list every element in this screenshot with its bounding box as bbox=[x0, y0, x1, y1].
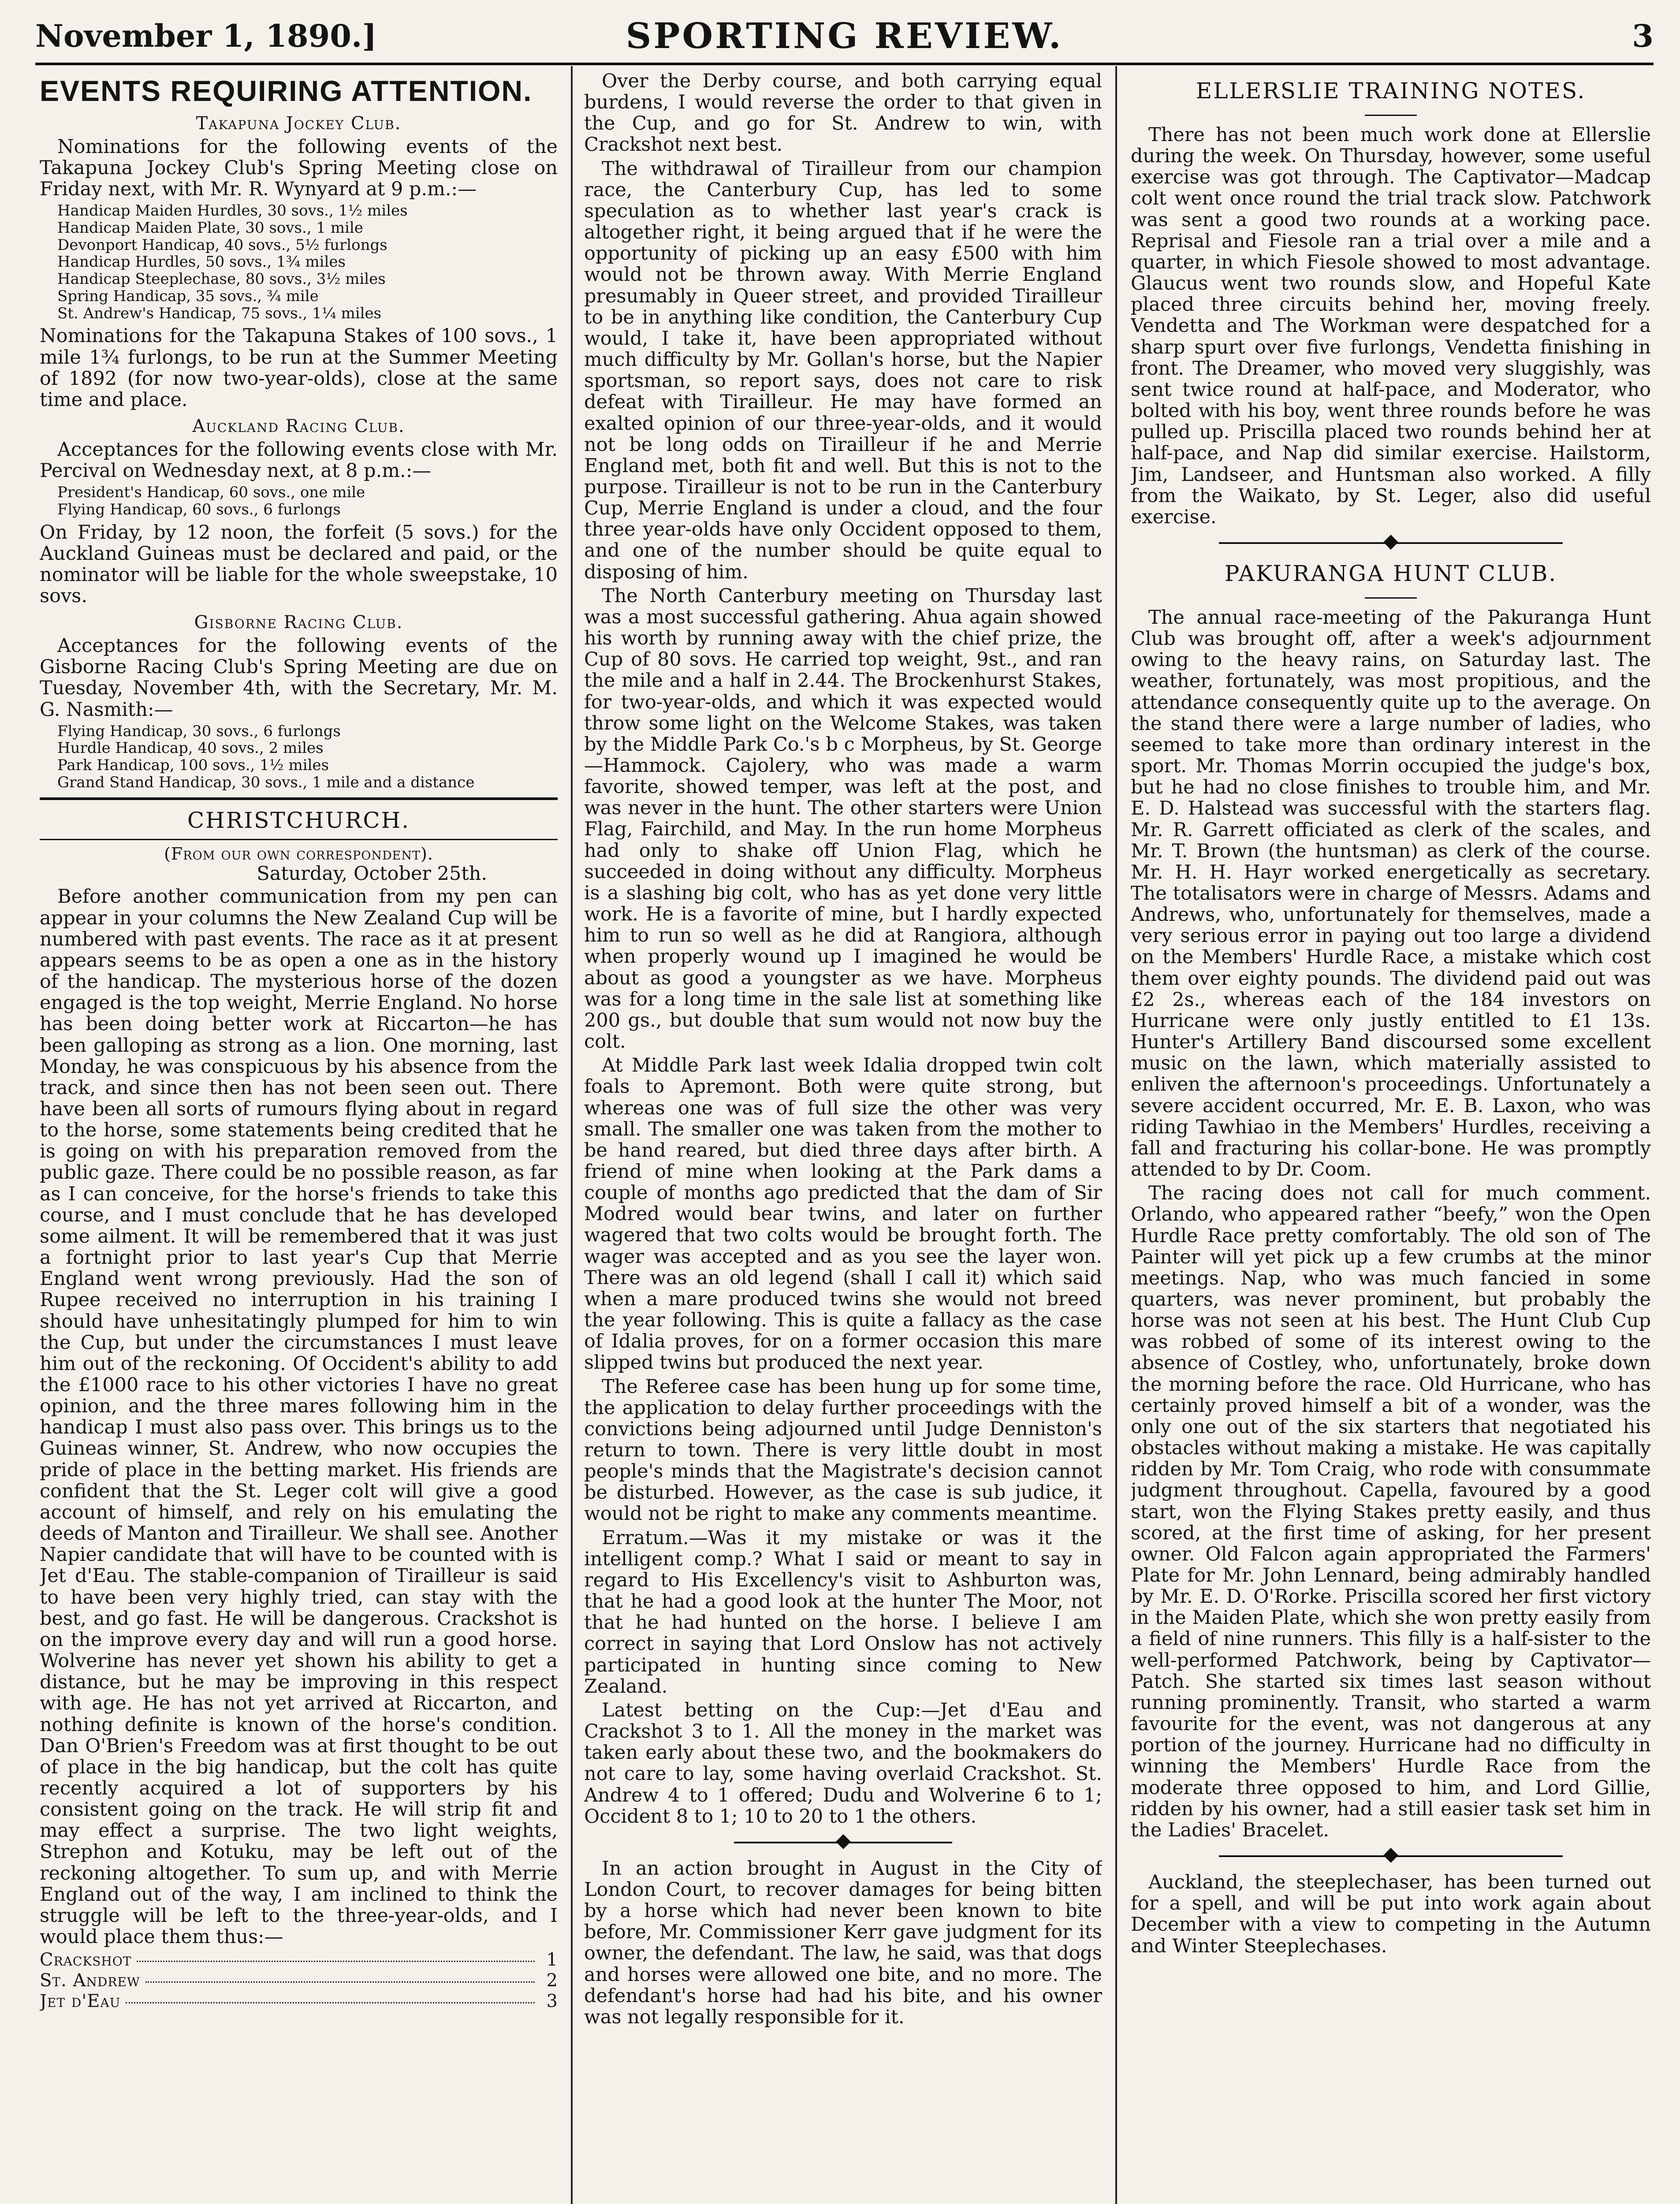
column-rule bbox=[1115, 66, 1117, 2204]
article-paragraph: Latest betting on the Cup:—Jet d'Eau and Crackshot 3 to 1. All the money in the market was taken early about these two, and the bookmakers do not care to lay, some having overlaid Crackshot. St. Andrew 4 to 1 offered; Dudu and Wolverine 6 to 1; Occident 8 to 1; 10 to 20 to 1 the others. bbox=[584, 1699, 1102, 1828]
list-item: Handicap Steeplechase, 80 sovs., 3½ miles bbox=[57, 270, 386, 288]
ornamental-rule bbox=[584, 1832, 1102, 1853]
list-item: Spring Handicap, 35 sovs., ¾ mile bbox=[57, 287, 319, 305]
selection-row bbox=[40, 1971, 558, 1991]
selection-row bbox=[40, 1992, 558, 2011]
article-paragraph: Before another communication from my pen can appear in your columns the New Zealand Cup will be numbered with past events. The race as it at present appears seems to be as open a one as in the history of the handicap. The mysterious horse of the dozen engaged is the top weight, Merrie England. No horse has been doing better work at Riccarton—he has been galloping as strong as a lion. One morning, last Monday, he was conspicuous by his absence from the track, and since then has not been seen out. There have been all sorts of rumours flying about in regard to the horse, some statements being credited that he is going on with his preparation removed from the public gaze. There could be no possible reason, as far as I can conceive, for the horse's friends to take this course, and I must conclude that he has developed some ailment. It will be remembered that it was just a fortnight prior to last year's Cup that Merrie England went wrong previously. Had the son of Rupee received no interruption in his training I should have unhesitatingly plumped for him to win the Cup, but under the circumstances I must leave him out of the reckoning. Of Occident's ability to add the £1000 race to his other victories I have no great opinion, and the three mares following him in the handicap I must also pass over. This brings us to the Guineas winner, St. Andrew, who now occupies the pride of place in the betting market. His friends are confident that the St. Leger colt will give a good account of himself, and rely on his emulating the deeds of Manton and Tirailleur. We shall see. Another Napier candidate that will have to be counted with is Jet d'Eau. The stable-companion of Tirailleur is said to have been very highly tried, can stay with the best, and go fast. He will be dangerous. Crackshot is on the improve every day and will run a good horse. Wolverine has never yet shown his ability to get a distance, but he may be improving in this respect with age. He has not yet arrived at Riccarton, and nothing definite is known of the horse's condition. Dan O'Brien's Freedom was at first thought to be out of place in the big handicap, but the colt has quite recently acquired a lot of supporters by his consistent going on the track. He will strip fit and may effect a surprise. The two light weights, Strephon and Kotuku, may be left out of the reckoning altogether. To sum up, and with Merrie England out of the way, I am inclined to think the struggle will be left to the three-year-olds, and I would place them thus:— bbox=[40, 886, 558, 1948]
list-item: Flying Handicap, 30 sovs., 6 furlongs bbox=[57, 722, 341, 740]
cup-selections bbox=[40, 1950, 558, 2011]
auckland-note: On Friday, by 12 noon, the forfeit (5 sovs.) for the Auckland Guineas must be declared and paid, or the nominator will be liable for the whole sweepstake, 10 sovs. bbox=[40, 521, 558, 607]
takapuna-heading: Takapuna Jockey Club. bbox=[196, 113, 402, 134]
placing: 1 bbox=[546, 1950, 558, 1970]
ornamental-rule bbox=[1131, 1846, 1651, 1866]
horse-name: Crackshot bbox=[40, 1950, 132, 1970]
rule-line bbox=[1365, 597, 1417, 599]
gisborne-heading: Gisborne Racing Club. bbox=[194, 612, 403, 633]
ellerslie-paragraph: There has not been much work done at Ellerslie during the week. On Thursday, however, some useful exercise was got through. The Captivator—Madcap colt went once round the trial track slow. Patchwork was sent a good two rounds at a working pace. Reprisal and Fiesole ran a trial over a mile and a quarter, in which Fiesole showed to most advantage. Glaucus went two rounds slow, and Hopeful Kate placed three circuits behind her, moving freely. Vendetta and The Workman were despatched for a sharp spurt over five furlongs, Vendetta finishing in front. The Dreamer, who moved very sluggishly, was sent twice round at half-pace, and Moderator, who bolted with his boy, went three rounds before he was pulled up. Priscilla placed two rounds behind her at half-pace, and Nap did similar exercise. Hailstorm, Jim, Landseer, and Huntsman also worked. A filly from the Waikato, by St. Leger, also did useful exercise. bbox=[1131, 124, 1651, 528]
list-item: Handicap Maiden Plate, 30 sovs., 1 mile bbox=[57, 219, 363, 237]
article-paragraph: The withdrawal of Tirailleur from our champion race, the Canterbury Cup, has led to some speculation as to whether last year's crack is altogether right, it being argued that if he were the opportunity of picking up an easy £500 with him would not be thrown away. With Merrie England presumably in Queer street, and provided Tirailleur to be in anything like condition, the Canterbury Cup would, I take it, have been appropriated without much difficulty by Mr. Gollan's horse, but the Napier sportsman, so report says, does not care to risk defeat with Tirailleur. He may have formed an exalted opinion of our three-year-olds, and it would not be long odds on Tirailleur if he and Merrie England met, both fit and well. But this is not to the purpose. Tirailleur is not to be run in the Canterbury Cup, Merrie England is under a cloud, and the four three year-olds have only Occident opposed to them, and one of the number should be quite equal to disposing of him. bbox=[584, 157, 1102, 583]
list-item: Devonport Handicap, 40 sovs., 5½ furlongs bbox=[57, 236, 387, 254]
placing: 3 bbox=[546, 1991, 558, 2011]
column-2 bbox=[584, 71, 1102, 2204]
list-item: Handicap Maiden Hurdles, 30 sovs., 1½ miles bbox=[57, 202, 408, 220]
heading-rule bbox=[1131, 592, 1651, 603]
article-paragraph: Erratum.—Was it my mistake or was it the intelligent comp.? What I said or meant to say in regard to His Excellency's visit to Ashburton was, that he had a good look at the hunter The Moor, not that he had hunted on the horse. I believe I am correct in saying that Lord Onslow has not actively participated in hunting since coming to New Zealand. bbox=[584, 1526, 1102, 1698]
rule-line bbox=[1365, 115, 1417, 116]
article-paragraph: The North Canterbury meeting on Thursday last was a most successful gathering. Ahua again showed his worth by running away with the chief prize, the Cup of 80 sovs. He carried top weight, 9st., and ran the mile and a half in 2.44. The Brockenhurst Stakes, for two-year-olds, and which it was expected would throw some light on the Welcome Stakes, was taken by the Middle Park Co.'s b c Morpheus, by St. George—Hammock. Cajolery, who was made a warm favorite, showed temper, was left at the post, and was never in the hunt. The other starters were Union Flag, Fairchild, and May. In the run home Morpheus had only to shake off Union Flag, which he succeeded in doing without any difficulty. Morpheus is a slashing big colt, who has as yet done very little work. He is a favorite of mine, but I hardly expected him to run so well as he did at Rangiora, although when properly wound up I imagined he would be about as good a youngster as we have. Morpheus was for a long time in the sale list at something like 200 gs., but double that sum would not now buy the colt. bbox=[584, 585, 1102, 1053]
list-item: Handicap Hurdles, 50 sovs., 1¾ miles bbox=[57, 253, 346, 271]
leader-dots bbox=[145, 1981, 535, 1983]
diamond-ornament-icon bbox=[1383, 535, 1398, 550]
placing: 2 bbox=[546, 1970, 558, 1991]
list-item: Hurdle Handicap, 40 sovs., 2 miles bbox=[57, 739, 324, 757]
dateline: Saturday, October 25th. bbox=[257, 863, 487, 885]
list-item: Park Handicap, 100 sovs., 1½ miles bbox=[57, 756, 329, 774]
article-paragraph: The Referee case has been hung up for some time, the application to delay further proceedings with the convictions being adjourned until Judge Denniston's return to town. There is very little doubt in most people's minds that the Magistrate's decision cannot be disturbed. However, as the case is sub judice, it would not be right to make any comments meantime. bbox=[584, 1375, 1102, 1525]
column-1 bbox=[40, 71, 558, 2204]
column-rule bbox=[571, 66, 573, 2204]
section-divider bbox=[40, 797, 558, 800]
leader-dots bbox=[137, 1961, 535, 1962]
section-divider bbox=[40, 839, 558, 840]
article-paragraph: Over the Derby course, and both carrying equal burdens, I would reverse the order to that given in the Cup, and go for St. Andrew to win, with Crackshot next best. bbox=[584, 71, 1102, 156]
column-3 bbox=[1131, 71, 1651, 2204]
issue-date: November 1, 1890.] bbox=[35, 17, 377, 54]
masthead-title: SPORTING REVIEW. bbox=[626, 15, 1063, 57]
auckland-heading: Auckland Racing Club. bbox=[192, 416, 405, 437]
list-item: St. Andrew's Handicap, 75 sovs., 1¼ miles bbox=[57, 304, 382, 322]
article-paragraph: Auckland, the steeplechaser, has been turned out for a spell, and will be put into work again about December with a view to competing in the Autumn and Winter Steeplechases. bbox=[1131, 1871, 1651, 1957]
list-item: Grand Stand Handicap, 30 sovs., 1 mile and a distance bbox=[57, 773, 475, 791]
byline: (From our own correspondent). bbox=[164, 844, 433, 864]
heading-rule bbox=[1131, 109, 1651, 121]
article-paragraph: At Middle Park last week Idalia dropped twin colt foals to Apremont. Both were quite strong, but whereas one was of full size the other was very small. The smaller one was taken from the mother to be hand reared, but died three days after birth. A friend of mine when looking at the Park dams a couple of months ago predicted that the dam of Sir Modred would bear twins, and later on further wagered that two colts would be brought forth. The wager was accepted and as you see the layer won. There was an old legend (shall I call it) which said when a mare produced twins she would not breed the year following. This is quite a fallacy as the case of Idalia proves, for on a former occasion this mare slipped twins but produced the next year. bbox=[584, 1054, 1102, 1374]
gisborne-entries bbox=[57, 723, 558, 791]
ellerslie-heading: ELLERSLIE TRAINING NOTES. bbox=[1196, 78, 1586, 104]
events-heading: EVENTS REQUIRING ATTENTION. bbox=[40, 74, 533, 107]
pakuranga-heading: PAKURANGA HUNT CLUB. bbox=[1224, 560, 1557, 586]
ornamental-rule bbox=[1131, 533, 1651, 553]
auckland-entries bbox=[57, 484, 558, 518]
page-number: 3 bbox=[1632, 17, 1654, 54]
article-paragraph: In an action brought in August in the City of London Court, to recover damages for being bitten by a horse which had never been known to bite before, Mr. Commissioner Kerr gave judgment for its owner, the defendant. The law, he said, was that dogs and horses were allowed one bite, and no more. The defendant's horse had had his bite, and his owner was not legally responsible for it. bbox=[584, 1857, 1102, 2028]
article-paragraph: The racing does not call for much comment. Orlando, who appeared rather “beefy,” won the Open Hurdle Race pretty comfortably. The old son of The Painter will yet pick up a few crumbs at the minor meetings. Nap, who was much fancied in some quarters, was never prominent, but probably the horse was not seen at his best. The Hunt Club Cup was robbed of some of its interest owing to the absence of Costley, who, unfortunately, broke down the morning before the race. Old Hurricane, who has certainly proved himself a bit of a wonder, was the only one out of the six starters that negotiated his obstacles without making a mistake. He was capitally ridden by Mr. Tom Craig, who rode with consummate judgment throughout. Capella, favoured by a good start, won the Flying Stakes pretty easily, and thus scored, at the first time of asking, for her present owner. Old Falcon again appropriated the Farmers' Plate for Mr. John Lennard, being admirably handled by Mr. E. D. O'Rorke. Priscilla scored her first victory in the Maiden Plate, which she won pretty easily from a field of nine runners. This filly is a half-sister to the well-performed Patchwork, being by Captivator—Patch. She started six times last season without running prominently. Transit, who started a warm favourite for the event, was not dangerous at any portion of the journey. Hurricane had no difficulty in winning the Members' Hurdle Race from the moderate three opposed to him, and Lord Gillie, ridden by his owner, had a still easier task set him in the Ladies' Bracelet. bbox=[1131, 1182, 1651, 1841]
diamond-ornament-icon bbox=[1383, 1848, 1398, 1863]
takapuna-stakes: Nominations for the Takapuna Stakes of 100 sovs., 1 mile 1¾ furlongs, to be run at the Summer Meeting of 1892 (for now two-year-olds), close at the same time and place. bbox=[40, 325, 558, 411]
horse-name: Jet d'Eau bbox=[40, 1991, 121, 2011]
selection-row bbox=[40, 1950, 558, 1970]
takapuna-entries bbox=[57, 202, 558, 322]
auckland-intro: Acceptances for the following events close with Mr. Percival on Wednesday next, at 8 p.m.:— bbox=[40, 438, 558, 482]
list-item: Flying Handicap, 60 sovs., 6 furlongs bbox=[57, 500, 341, 518]
horse-name: St. Andrew bbox=[40, 1970, 140, 1991]
leader-dots bbox=[126, 2002, 535, 2003]
gisborne-intro: Acceptances for the following events of the Gisborne Racing Club's Spring Meeting are due on Tuesday, November 4th, with the Secretary, Mr. M. G. Nasmith:— bbox=[40, 635, 558, 721]
takapuna-intro: Nominations for the following events of the Takapuna Jockey Club's Spring Meeting close on Friday next, with Mr. R. Wynyard at 9 p.m.:— bbox=[40, 135, 558, 201]
diamond-ornament-icon bbox=[836, 1834, 851, 1849]
article-paragraph: The annual race-meeting of the Pakuranga Hunt Club was brought off, after a week's adjournment owing to the heavy rains, on Saturday last. The weather, fortunately, was most propitious, and the attendance consequently quite up to the average. On the stand there were a large number of ladies, who seemed to take more than ordinary interest in the sport. Mr. Thomas Morrin occupied the judge's box, but he had no close finishes to trouble him, and Mr. E. D. Halstead was successful with the starters flag. Mr. R. Garrett officiated as clerk of the scales, and Mr. T. Brown (the huntsman) as clerk of the course. Mr. H. H. Hayr worked energetically as secretary. The totalisators were in charge of Messrs. Adams and Andrews, who, unfortunately for themselves, made a very serious error in paying out too large a dividend on the Members' Hurdle Race, a mistake which cost them over eighty pounds. The dividend paid out was £2 2s., whereas each of the 184 investors on Hurricane were only justly entitled to £1 13s. Hunter's Artillery Band discoursed some excellent music on the lawn, which materially assisted to enliven the afternoon's proceedings. Unfortunately a severe accident occurred, Mr. E. B. Laxon, who was riding Tawhiao in the Members' Hurdles, receiving a fall and fracturing his collar-bone. He was promptly attended to by Dr. Coom. bbox=[1131, 606, 1651, 1181]
page-header bbox=[35, 10, 1654, 65]
list-item: President's Handicap, 60 sovs., one mile bbox=[57, 484, 365, 502]
christchurch-heading: CHRISTCHURCH. bbox=[187, 807, 410, 833]
